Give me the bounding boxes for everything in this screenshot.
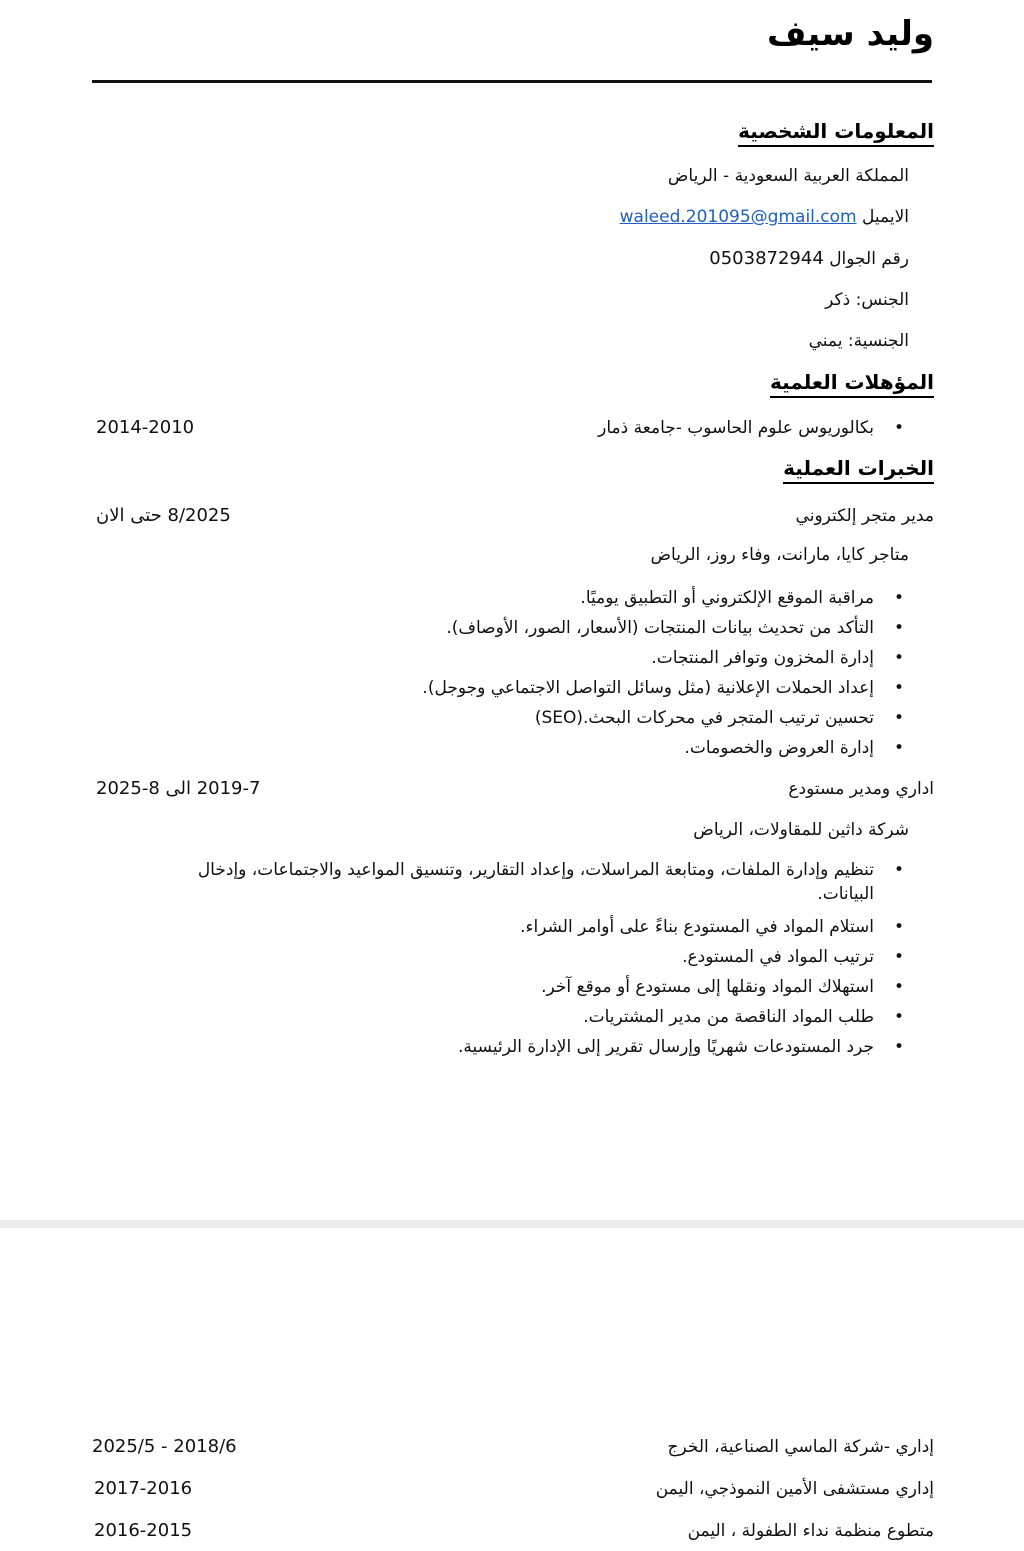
email-row [620, 206, 909, 228]
location: المملكة العربية السعودية - الرياض [667, 166, 909, 186]
other-role-title: إداري -شركة الماسي الصناعية، الخرج [667, 1437, 934, 1457]
job-2-duty: • جرد المستودعات شهريًا وإرسال تقرير إلى الإدارة الرئيسية. [174, 1032, 914, 1062]
personal-info-heading: المعلومات الشخصية [738, 118, 934, 147]
job-1-title: مدير متجر إلكتروني [795, 506, 934, 526]
email-link[interactable]: waleed.201095@gmail.com [619, 207, 857, 227]
job-2-duty: • تنظيم وإدارة الملفات، ومتابعة المراسلات، وإعداد التقارير، وتنسيق المواعيد والاجتماعات، وإدخال البيانات. [174, 858, 914, 912]
job-2-duty: • ترتيب المواد في المستودع. [174, 942, 914, 972]
other-role-title: متطوع منظمة نداء الطفولة ، اليمن [687, 1521, 934, 1541]
email-label: الايميل [862, 207, 909, 227]
job-2-duty: • استلام المواد في المستودع بناءً على أوامر الشراء. [174, 912, 914, 942]
education-degree: • بكالوريوس علوم الحاسوب -جامعة ذمار [598, 413, 914, 443]
gender: الجنس: ذكر [825, 290, 909, 310]
job-1-duty: • إدارة المخزون وتوافر المنتجات. [422, 643, 914, 673]
phone-label: رقم الجوال [829, 249, 909, 269]
job-1-duties [422, 583, 914, 763]
phone-row [709, 248, 909, 270]
job-1-company: متاجر كايا، مارانت، وفاء روز، الرياض [650, 545, 909, 565]
other-role-title: إداري مستشفى الأمين النموذجي، اليمن [655, 1479, 934, 1499]
job-2-title: اداري ومدير مستودع [788, 779, 934, 799]
phone-number: 0503872944 [709, 248, 824, 269]
job-2-duties [174, 858, 914, 1062]
job-1-duty: • إدارة العروض والخصومات. [422, 733, 914, 763]
education-years: 2014-2010 [96, 417, 195, 438]
job-1-duty: • التأكد من تحديث بيانات المنتجات (الأسعار، الصور، الأوصاف). [422, 613, 914, 643]
candidate-name: وليد سيف [766, 14, 934, 54]
education-list [598, 413, 914, 443]
job-2-duty: • طلب المواد الناقصة من مدير المشتريات. [174, 1002, 914, 1032]
page-break [0, 1220, 1024, 1228]
resume-page-2 [0, 1228, 1024, 1551]
other-role-dates: 2025/5 - 2018/6 [92, 1436, 237, 1457]
title-divider [92, 80, 932, 83]
other-role-dates: 2016-2015 [94, 1520, 193, 1541]
job-2-duty: • استهلاك المواد ونقلها إلى مستودع أو موقع آخر. [174, 972, 914, 1002]
job-2-company: شركة داثين للمقاولات، الرياض [693, 820, 909, 840]
job-1-duty: • تحسين ترتيب المتجر في محركات البحث.(SEO) [422, 703, 914, 733]
experience-heading: الخبرات العملية [783, 455, 934, 484]
other-role-dates: 2017-2016 [94, 1478, 193, 1499]
nationality: الجنسية: يمني [808, 331, 909, 351]
education-heading: المؤهلات العلمية [770, 369, 934, 398]
job-1-dates: 8/2025 حتى الان [96, 505, 231, 526]
job-1-duty: • مراقبة الموقع الإلكتروني أو التطبيق يوميًا. [422, 583, 914, 613]
job-2-dates: 2019-7 الى 8-2025 [96, 778, 261, 799]
job-1-duty: • إعداد الحملات الإعلانية (مثل وسائل التواصل الاجتماعي وجوجل). [422, 673, 914, 703]
